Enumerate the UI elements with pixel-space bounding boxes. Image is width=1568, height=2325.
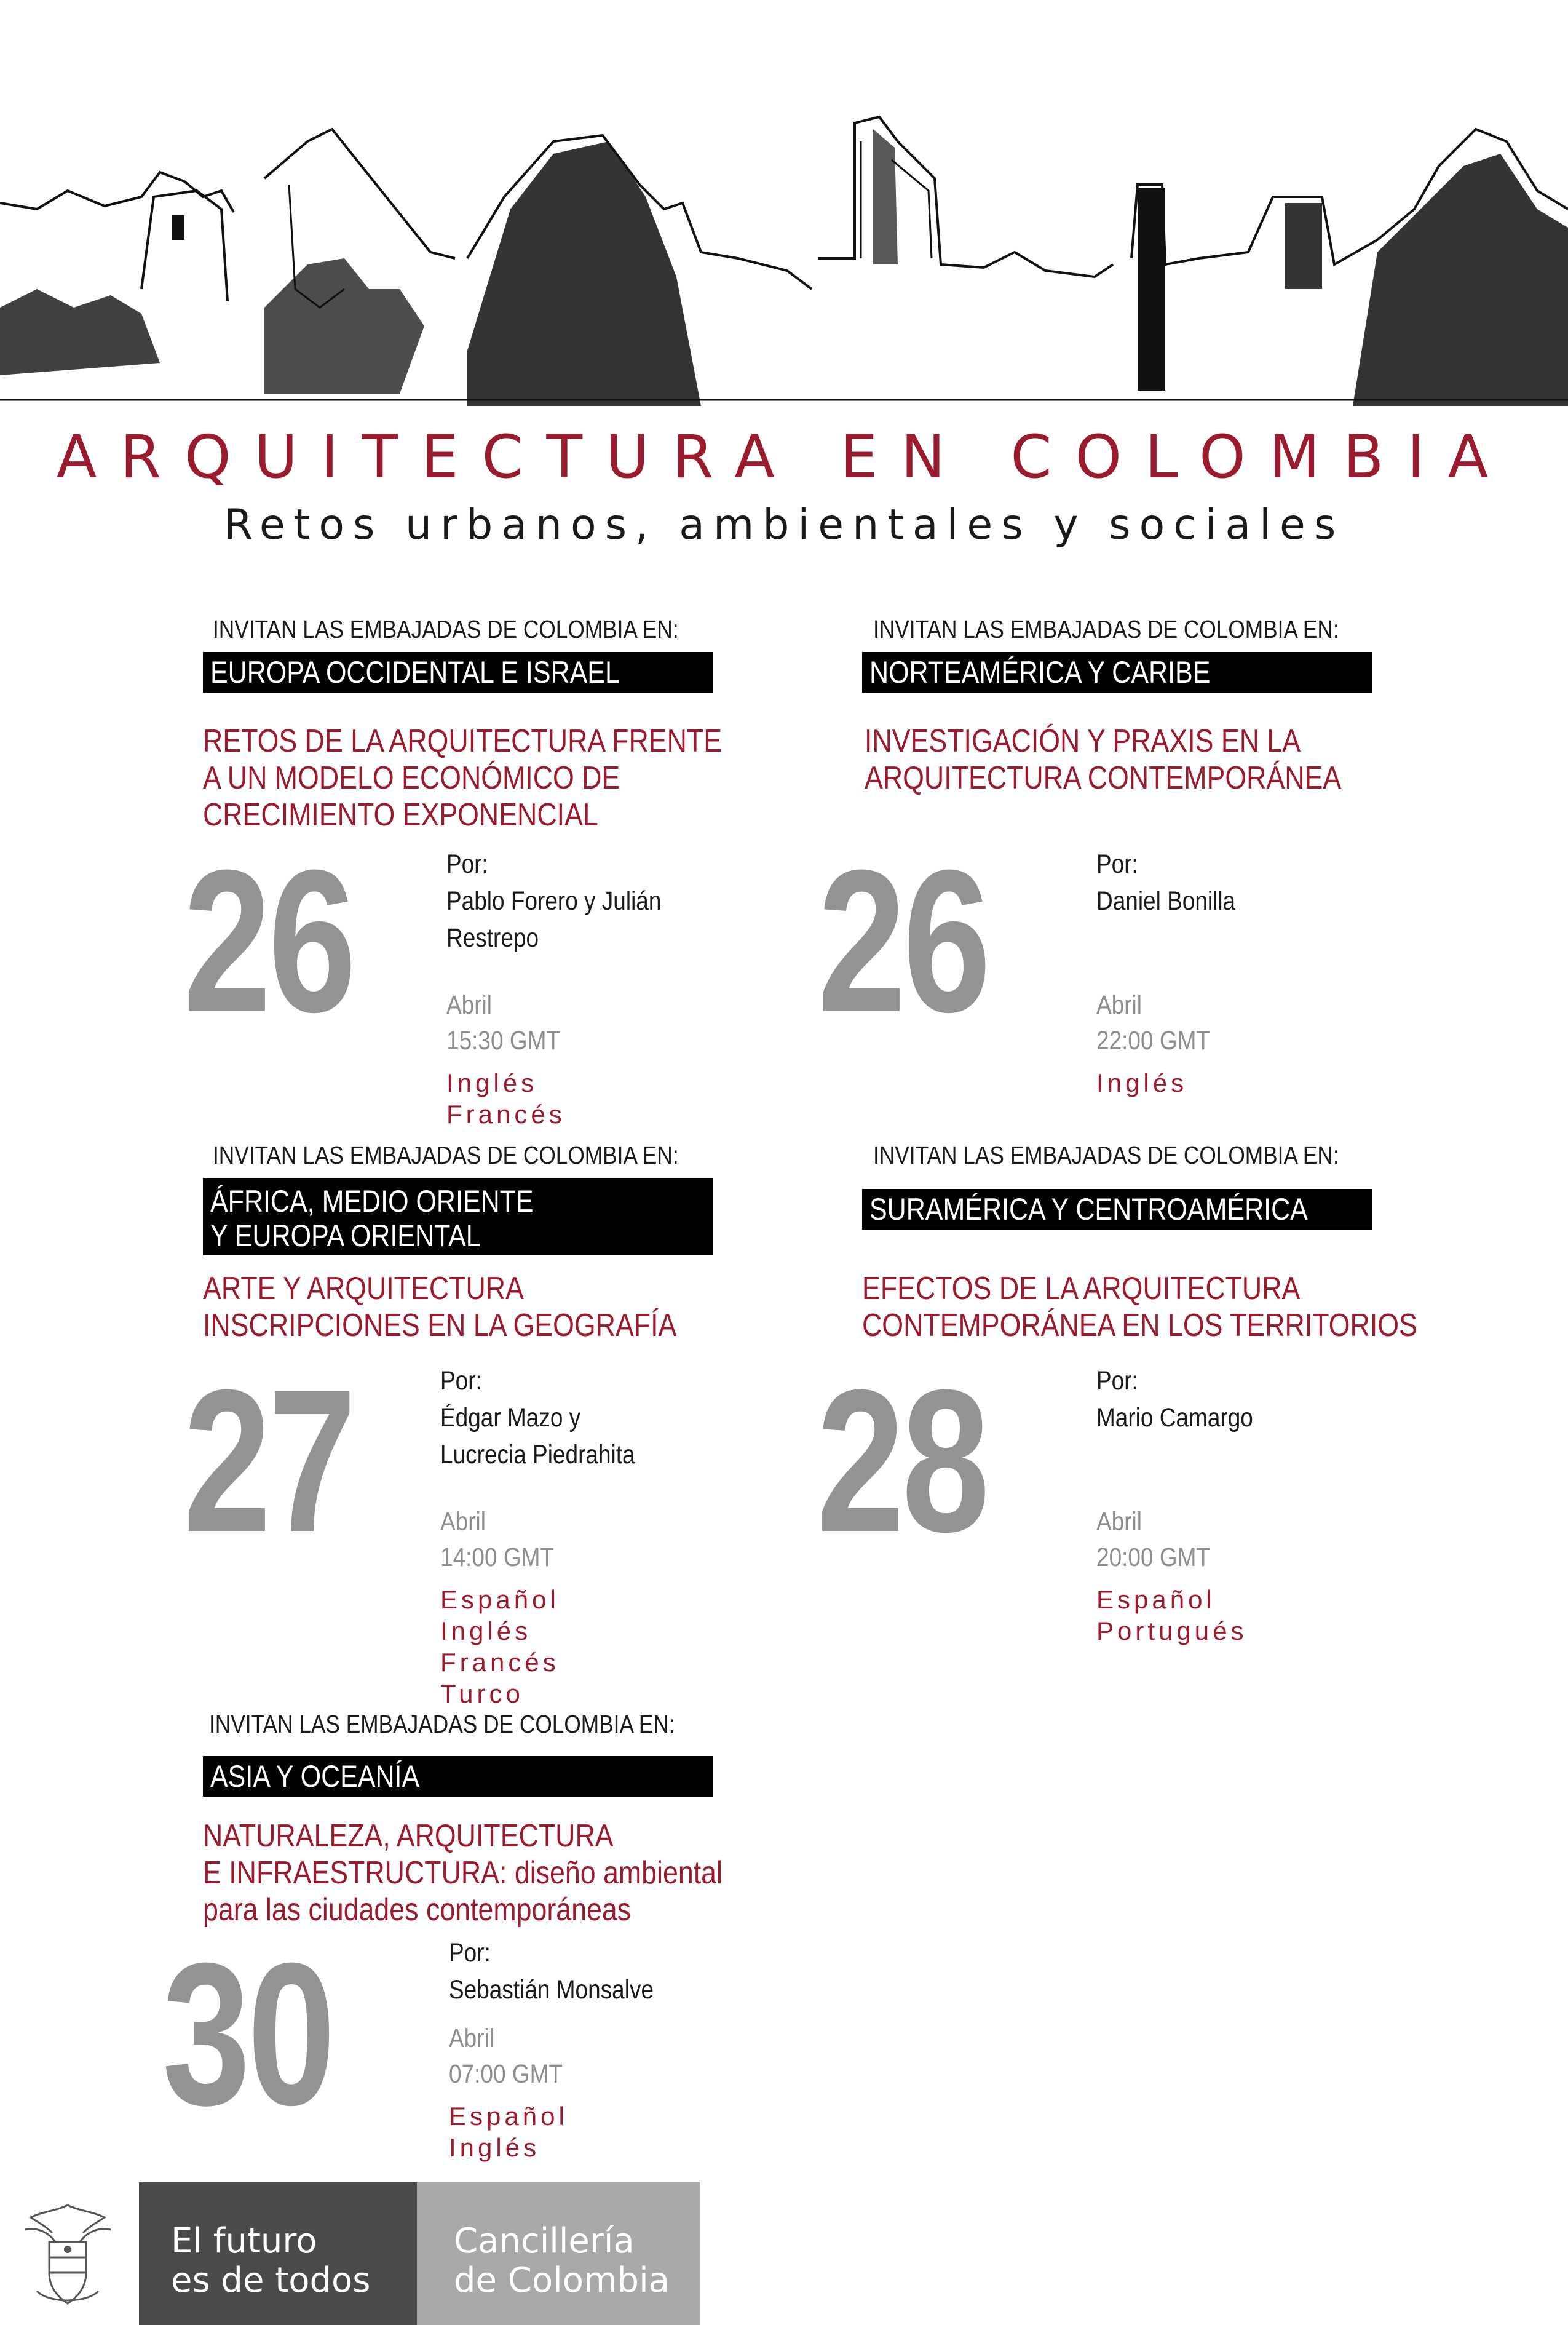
by-label: Por:: [1096, 849, 1138, 879]
language-item: Español: [449, 2102, 568, 2131]
organization-line: de Colombia: [454, 2260, 670, 2300]
invite-label: INVITAN LAS EMBAJADAS DE COLOMBIA EN:: [873, 1141, 1339, 1169]
talk-title: RETOS DE LA ARQUITECTURA FRENTE A UN MODELO ECONÓMICO DE CRECIMIENTO EXPONENCIAL: [203, 723, 723, 833]
page-subtitle: Retos urbanos, ambientales y sociales: [223, 501, 1345, 549]
organization-block: [417, 2182, 700, 2325]
speaker-name: Pablo Forero y Julián Restrepo: [446, 886, 662, 953]
region-banner: [203, 652, 713, 693]
talk-title: EFECTOS DE LA ARQUITECTURA CONTEMPORÁNEA EN LOS TERRITORIOS: [862, 1271, 1417, 1343]
language-item: Español: [1096, 1585, 1216, 1614]
speaker-name: Sebastián Monsalve: [449, 1975, 654, 2005]
event-card: [166, 615, 781, 1169]
event-day: 26: [818, 827, 988, 1054]
language-item: Inglés: [446, 1068, 538, 1097]
language-item: Inglés: [449, 2133, 540, 2162]
coat-of-arms-icon: [18, 2199, 117, 2313]
region-banner: [203, 1756, 713, 1797]
language-item: Francés: [440, 1648, 560, 1677]
language-list: [449, 2100, 756, 2163]
event-card: [166, 1141, 781, 1708]
invite-label: INVITAN LAS EMBAJADAS DE COLOMBIA EN:: [209, 1710, 675, 1738]
event-card: [819, 1141, 1434, 1695]
talk-title: NATURALEZA, ARQUITECTURA E INFRAESTRUCTURA: diseño ambiental para las ciudades contemporáneas: [203, 1818, 723, 1928]
language-item: Inglés: [1096, 1068, 1188, 1097]
language-list: [1096, 1584, 1404, 1647]
language-item: Inglés: [440, 1616, 532, 1645]
page-title: ARQUITECTURA EN COLOMBIA: [56, 423, 1512, 491]
by-label: Por:: [449, 1938, 491, 1968]
event-month: Abril: [446, 990, 492, 1020]
region-label: ÁFRICA, MEDIO ORIENTE Y EUROPA ORIENTAL: [210, 1184, 534, 1253]
region-banner: [862, 652, 1372, 693]
language-item: Portugués: [1096, 1616, 1248, 1645]
event-month: Abril: [449, 2024, 494, 2053]
region-label: NORTEAMÉRICA Y CARIBE: [869, 655, 1211, 690]
invite-label: INVITAN LAS EMBAJADAS DE COLOMBIA EN:: [213, 1141, 679, 1169]
event-month: Abril: [1096, 1507, 1142, 1536]
event-time: 14:00 GMT: [440, 1543, 554, 1572]
event-info: [1096, 1362, 1404, 1647]
by-label: Por:: [440, 1366, 482, 1396]
language-list: [440, 1584, 748, 1709]
event-day: 28: [817, 1347, 987, 1574]
event-info: [449, 1934, 756, 2163]
language-item: Turco: [440, 1679, 524, 1708]
by-label: Por:: [446, 849, 488, 879]
region-banner: [203, 1178, 713, 1255]
language-list: [446, 1067, 754, 1130]
region-label: EUROPA OCCIDENTAL E ISRAEL: [210, 655, 620, 690]
speaker-name: Daniel Bonilla: [1096, 886, 1236, 916]
event-info: [1096, 846, 1404, 1099]
event-day: 26: [183, 827, 354, 1054]
talk-title: INVESTIGACIÓN Y PRAXIS EN LA ARQUITECTURA CONTEMPORÁNEA: [865, 723, 1342, 796]
speaker-name: Édgar Mazo y Lucrecia Piedrahita: [440, 1403, 635, 1469]
event-card: [819, 615, 1434, 1169]
event-day: 30: [162, 1920, 333, 2147]
region-label: SURAMÉRICA Y CENTROAMÉRICA: [869, 1192, 1308, 1226]
language-list: [1096, 1067, 1404, 1099]
event-month: Abril: [1096, 990, 1142, 1020]
event-time: 20:00 GMT: [1096, 1543, 1210, 1572]
slogan-line: es de todos: [171, 2260, 371, 2300]
talk-title: ARTE Y ARQUITECTURA INSCRIPCIONES EN LA GEOGRAFÍA: [203, 1271, 677, 1343]
language-item: Español: [440, 1585, 560, 1614]
event-info: [440, 1362, 748, 1709]
event-card: [162, 1710, 777, 2263]
region-label: ASIA Y OCEANÍA: [210, 1759, 420, 1794]
speaker-name: Mario Camargo: [1096, 1403, 1253, 1433]
invite-label: INVITAN LAS EMBAJADAS DE COLOMBIA EN:: [873, 615, 1339, 643]
organization-line: Cancillería: [454, 2221, 635, 2261]
event-month: Abril: [440, 1507, 486, 1536]
event-day: 27: [183, 1347, 354, 1574]
event-time: 07:00 GMT: [449, 2059, 563, 2089]
event-time: 22:00 GMT: [1096, 1026, 1210, 1055]
language-item: Francés: [446, 1100, 566, 1129]
slogan-line: El futuro: [171, 2221, 317, 2261]
slogan-block: [139, 2182, 417, 2325]
event-time: 15:30 GMT: [446, 1026, 560, 1055]
event-info: [446, 846, 754, 1130]
by-label: Por:: [1096, 1366, 1138, 1396]
skyline-illustration: [0, 105, 1568, 406]
invite-label: INVITAN LAS EMBAJADAS DE COLOMBIA EN:: [213, 615, 679, 643]
region-banner: [862, 1189, 1372, 1230]
